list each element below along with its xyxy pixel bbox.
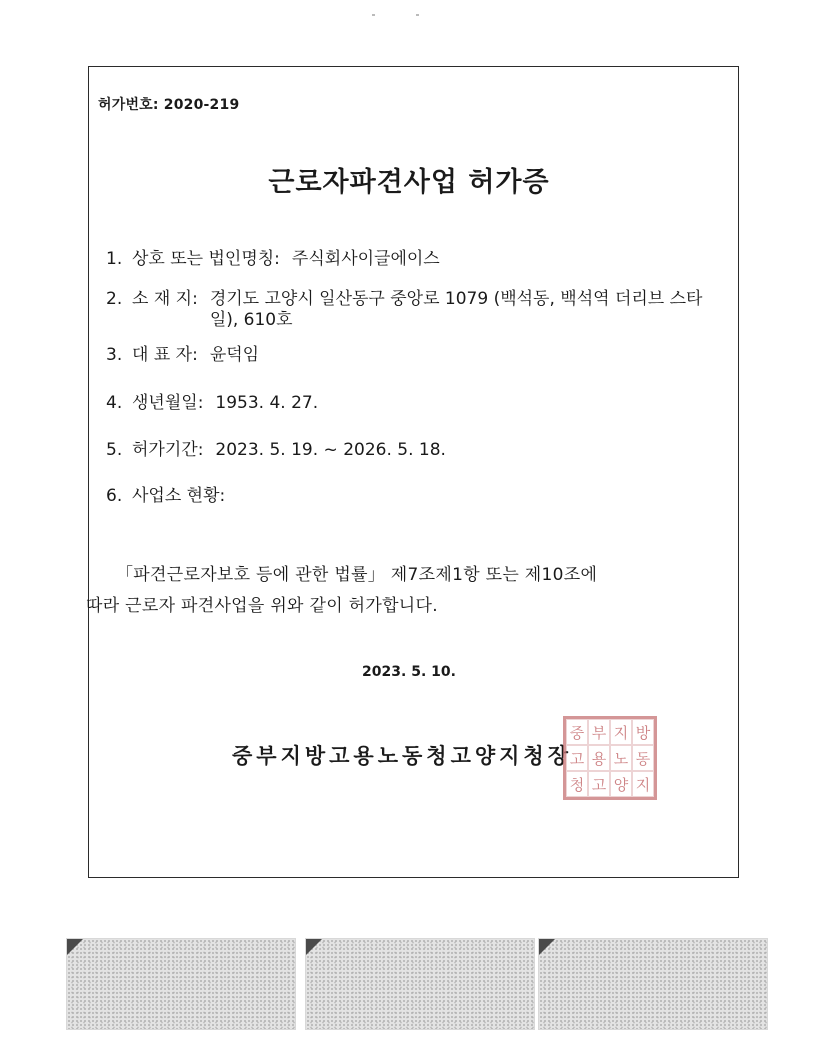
item-label: 생년월일:	[132, 393, 204, 413]
attachment-thumbnail-3[interactable]	[538, 938, 768, 1030]
attachment-thumbnail-2[interactable]	[305, 938, 535, 1030]
item-number: 6.	[106, 486, 123, 506]
item-address	[106, 289, 710, 331]
issue-date: 2023. 5. 10.	[362, 664, 456, 680]
seal-char: 부	[588, 719, 610, 745]
item-permit-period	[106, 440, 446, 461]
seal-char: 방	[632, 719, 654, 745]
item-number: 3.	[106, 345, 123, 365]
seal-char: 동	[632, 745, 654, 771]
item-representative	[106, 345, 259, 366]
item-label: 소 재 지:	[132, 289, 198, 309]
document-title: 근로자파견사업 허가증	[268, 167, 550, 198]
item-value: 경기도 고양시 일산동구 중앙로 1079 (백석동, 백석역 더리브 스타일), 610호	[209, 289, 703, 330]
permit-number	[98, 94, 239, 114]
seal-char: 지	[610, 719, 632, 745]
item-birthdate	[106, 393, 318, 414]
item-number: 4.	[106, 393, 123, 413]
permit-statement	[86, 560, 746, 622]
seal-char: 청	[566, 771, 588, 797]
statement-line-2: 따라 근로자 파견사업을 위와 같이 허가합니다.	[86, 596, 438, 616]
item-label: 대 표 자:	[132, 345, 198, 365]
official-seal-stamp	[563, 716, 657, 800]
seal-char: 고	[566, 745, 588, 771]
statement-line-1: 「파견근로자보호 등에 관한 법률」 제7조제1항 또는 제10조에	[116, 565, 598, 585]
permit-number-value: 2020-219	[163, 97, 240, 113]
item-label: 허가기간:	[132, 440, 204, 460]
issuer-name: 중부지방고용노동청고양지청장	[232, 744, 573, 768]
item-value: 2023. 5. 19. ~ 2026. 5. 18.	[215, 440, 446, 460]
permit-number-label: 허가번호:	[98, 97, 159, 113]
seal-char: 중	[566, 719, 588, 745]
scan-specks	[0, 14, 818, 22]
item-number: 2.	[106, 289, 123, 309]
item-number: 1.	[106, 249, 123, 269]
seal-char: 고	[588, 771, 610, 797]
item-business-sites	[106, 486, 237, 507]
item-value: 1953. 4. 27.	[215, 393, 319, 413]
item-label: 상호 또는 법인명칭:	[132, 249, 280, 269]
item-label: 사업소 현황:	[132, 486, 226, 506]
attachment-thumbnail-1[interactable]	[66, 938, 296, 1030]
seal-char: 노	[610, 745, 632, 771]
seal-char: 용	[588, 745, 610, 771]
item-company-name	[106, 249, 440, 270]
item-number: 5.	[106, 440, 123, 460]
item-value: 주식회사이글에이스	[291, 249, 440, 269]
seal-char: 지	[632, 771, 654, 797]
seal-char: 양	[610, 771, 632, 797]
item-value: 윤덕임	[209, 345, 260, 365]
